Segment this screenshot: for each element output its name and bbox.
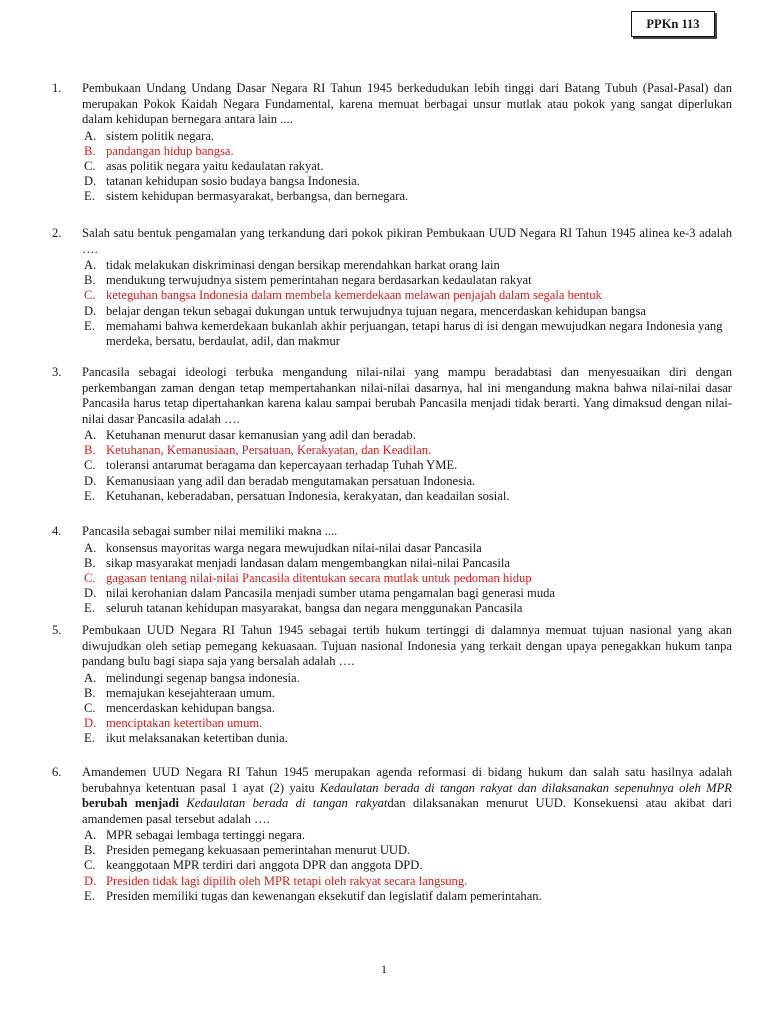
option-text: tidak melakukan diskriminasi dengan bersikap merendahkan harkat orang lain xyxy=(106,258,500,272)
question-4 xyxy=(52,524,732,617)
option-d-answer xyxy=(84,716,732,731)
question-number: 3. xyxy=(52,365,62,379)
option-letter: E. xyxy=(84,189,95,204)
option-e xyxy=(84,489,732,504)
option-e xyxy=(84,189,732,204)
question-number: 6. xyxy=(52,765,62,779)
option-text: ikut melaksanakan ketertiban dunia. xyxy=(106,731,288,746)
option-letter: D. xyxy=(84,586,97,601)
option-text: melindungi segenap bangsa indonesia. xyxy=(106,670,300,685)
option-letter: C. xyxy=(84,700,96,715)
option-letter: E. xyxy=(84,888,95,903)
subject-code-box: PPKn 113 xyxy=(631,11,715,37)
question-stem xyxy=(82,765,732,827)
option-text: sikap masyarakat menjadi landasan dalam mengembangkan nilai-nilai Pancasila xyxy=(106,555,510,570)
option-a xyxy=(84,258,732,273)
stem-italic-new-clause: Kedaulatan berada di tangan rakyat xyxy=(186,796,388,810)
option-letter: D. xyxy=(84,716,97,731)
option-text: sistem politik negara. xyxy=(106,128,215,143)
option-b xyxy=(84,686,732,701)
option-a xyxy=(84,671,732,686)
option-letter: A. xyxy=(84,128,97,143)
option-letter: E. xyxy=(84,318,95,333)
page-number: 1 xyxy=(381,962,387,976)
option-a xyxy=(84,129,732,144)
option-letter: A. xyxy=(84,828,97,842)
option-e xyxy=(84,731,732,746)
stem-bold-phrase: berubah menjadi xyxy=(82,796,179,810)
question-stem: Salah satu bentuk pengamalan yang terkandung dari pokok pikiran Pembukaan UUD Negara RI Tahun 1945 alinea ke-3 adalah …. xyxy=(82,226,732,256)
option-c xyxy=(84,858,732,873)
question-number: 1. xyxy=(52,81,62,95)
option-d xyxy=(84,474,732,489)
option-text: konsensus mayoritas warga negara mewujudkan nilai-nilai dasar Pancasila xyxy=(106,540,482,555)
option-text: mencerdaskan kehidupan bangsa. xyxy=(106,700,275,715)
option-e xyxy=(84,319,732,349)
option-text: Ketuhanan, keberadaban, persatuan Indonesia, kerakyatan, dan keadailan sosial. xyxy=(106,488,510,503)
option-text: Presiden pemegang kekuasaan pemerintahan menurut UUD. xyxy=(106,843,411,858)
option-d xyxy=(84,174,732,189)
option-d xyxy=(84,304,732,319)
option-c xyxy=(84,458,732,473)
option-a xyxy=(84,541,732,556)
option-c-answer xyxy=(84,571,732,586)
option-text: tatanan kehidupan sosio budaya bangsa Indonesia. xyxy=(106,174,360,189)
option-letter: B. xyxy=(84,273,96,288)
option-b xyxy=(84,273,732,288)
option-b xyxy=(84,843,732,858)
option-c xyxy=(84,159,732,174)
option-text: Kemanusiaan yang adil dan beradab mengutamakan persatuan Indonesia. xyxy=(106,473,476,488)
option-text: seluruh tatanan kehidupan masyarakat, bangsa dan negara menggunakan Pancasila xyxy=(106,601,523,616)
question-5 xyxy=(52,623,732,747)
stem-text: Amandemen UUD Negara RI Tahun 1945 merupakan agenda reformasi di bidang hukum dan salah satu hasilnya adalah berubahnya ketentuan pasal 1 ayat (2) yaitu xyxy=(82,765,732,795)
question-stem: Pancasila sebagai ideologi terbuka mengandung nilai-nilai yang mampu beradabtasi dan menyesuaikan diri dengan perkembangan zaman dengan tetap mempertahankan nilai-nilai dasarnya, hal ini mengandung makna bahwa nilai-nilai dasar Pancasila harus tetap dipertahankan karena kalau sampai berubah Pancasila menjadi tidak berarti. Yang dimaksud dengan nilai-nilai dasar Pancasila adalah …. xyxy=(82,365,732,426)
option-letter: B. xyxy=(84,443,96,458)
option-text: MPR sebagai lembaga tertinggi negara. xyxy=(106,828,305,842)
option-letter: C. xyxy=(84,858,96,873)
option-text: Ketuhanan, Kemanusiaan, Persatuan, Kerakyatan, dan Keadilan. xyxy=(106,443,432,458)
option-c xyxy=(84,701,732,716)
option-a xyxy=(84,828,732,843)
option-text: belajar dengan tekun sebagai dukungan untuk terwujudnya tujuan negara, mencerdaskan kehidupan bangsa xyxy=(106,303,646,318)
option-text: nilai kerohanian dalam Pancasila menjadi sumber utama pengamalan bagi generasi muda xyxy=(106,586,556,601)
option-letter: E. xyxy=(84,731,95,746)
option-letter: A. xyxy=(84,258,97,272)
option-text: mendukung terwujudnya sistem pemerintahan negara berdasarkan kedaulatan rakyat xyxy=(106,273,532,288)
option-letter: D. xyxy=(84,473,97,488)
option-letter: B. xyxy=(84,555,96,570)
option-b xyxy=(84,556,732,571)
option-b-answer xyxy=(84,443,732,458)
option-a xyxy=(84,428,732,443)
option-text: memahami bahwa kemerdekaan bukanlah akhir perjuangan, tetapi harus di isi dengan mewujudkan negara Indonesia yang merdeka, bersatu, berdaulat, adil, dan makmur xyxy=(106,318,723,349)
option-b-answer xyxy=(84,144,732,159)
option-letter: C. xyxy=(84,570,96,585)
option-letter: C. xyxy=(84,158,96,173)
option-letter: C. xyxy=(84,458,96,473)
option-text: Ketuhanan menurut dasar kemanusian yang adil dan beradab. xyxy=(106,428,416,442)
option-e xyxy=(84,601,732,616)
option-letter: E. xyxy=(84,601,95,616)
question-6 xyxy=(52,765,732,904)
option-letter: B. xyxy=(84,143,96,158)
option-letter: D. xyxy=(84,303,97,318)
option-e xyxy=(84,889,732,904)
option-c-answer xyxy=(84,288,732,303)
question-3 xyxy=(52,365,732,504)
question-number: 5. xyxy=(52,623,62,637)
option-text: memajukan kesejahteraan umum. xyxy=(106,685,275,700)
question-number: 4. xyxy=(52,524,62,538)
option-d xyxy=(84,586,732,601)
option-text: keanggotaan MPR terdiri dari anggota DPR dan anggota DPD. xyxy=(106,858,423,873)
option-text: asas politik negara yaitu kedaulatan rakyat. xyxy=(106,158,324,173)
option-letter: E. xyxy=(84,488,95,503)
question-1 xyxy=(52,81,732,205)
option-text: pandangan hidup bangsa. xyxy=(106,143,234,158)
question-2 xyxy=(52,226,732,349)
option-letter: A. xyxy=(84,428,97,442)
option-text: keteguhan bangsa Indonesia dalam membela kemerdekaan melawan penjajah dalam segala bentuk xyxy=(106,288,602,303)
option-text: Presiden tidak lagi dipilih oleh MPR tetapi oleh rakyat secara langsung. xyxy=(106,873,468,888)
question-number: 2. xyxy=(52,226,62,240)
option-letter: A. xyxy=(84,540,97,555)
question-stem: Pembukaan UUD Negara RI Tahun 1945 sebagai tertib hukum tertinggi di dalamnya memuat tujuan nasional yang akan diwujudkan oleh setiap pemegang kekuasaan. Tujuan nasional Indonesia yang terkait dengan upaya penegakkan hukum tanpa pandang bulu bagi siapa saja yang bersalah adalah …. xyxy=(82,623,732,668)
option-letter: A. xyxy=(84,670,97,685)
option-letter: B. xyxy=(84,685,96,700)
stem-text: dan dilaksanakan menurut UUD. Konsekuensi atau akibat dari amandemen pasal tersebut adalah …. xyxy=(82,796,732,826)
option-text: toleransi antarumat beragama dan kepercayaan terhadap Tuhah YME. xyxy=(106,458,458,473)
option-letter: D. xyxy=(84,873,97,888)
option-text: menciptakan ketertiban umum. xyxy=(106,716,263,731)
option-letter: D. xyxy=(84,174,97,189)
option-d-answer xyxy=(84,874,732,889)
question-stem: Pembukaan Undang Undang Dasar Negara RI Tahun 1945 berkedudukan lebih tinggi dari Batang Tubuh (Pasal-Pasal) dan merupakan Pokok Kaidah Negara Fundamental, karena memuat berbagai unsur mutlak atau pokok yang sangat diperlukan dalam kehidupan bernegara antara lain .... xyxy=(82,81,732,126)
option-letter: C. xyxy=(84,288,96,303)
option-text: Presiden memiliki tugas dan kewenangan eksekutif dan legislatif dalam pemerintahan. xyxy=(106,888,542,903)
question-stem: Pancasila sebagai sumber nilai memiliki makna .... xyxy=(82,524,338,538)
option-text: gagasan tentang nilai-nilai Pancasila ditentukan secara mutlak untuk pedoman hidup xyxy=(106,570,532,585)
option-text: sistem kehidupan bermasyarakat, berbangsa, dan bernegara. xyxy=(106,189,409,204)
stem-italic-old-clause: Kedaulatan berada di tangan rakyat dan dilaksanakan sepenuhnya oleh MPR xyxy=(319,780,732,795)
option-letter: B. xyxy=(84,843,96,858)
